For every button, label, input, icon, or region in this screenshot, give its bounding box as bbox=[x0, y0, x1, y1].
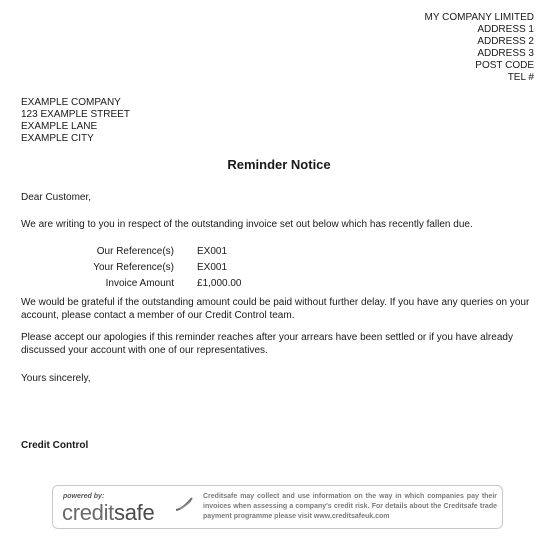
intro-paragraph: We are writing to you in respect of the outstanding invoice set out below which has recently fallen due. bbox=[21, 219, 473, 230]
reference-label: Our Reference(s) bbox=[96, 246, 174, 257]
sender-line: POST CODE bbox=[475, 60, 534, 71]
apology-paragraph: Please accept our apologies if this reminder reaches after your arrears have been settled or if you have already discussed your account with one of our representatives. bbox=[21, 332, 513, 356]
recipient-line: 123 EXAMPLE STREET bbox=[21, 109, 130, 120]
reference-value: EX001 bbox=[197, 262, 228, 273]
reference-table bbox=[0, 244, 300, 292]
sender-line: ADDRESS 3 bbox=[477, 48, 534, 59]
sender-address bbox=[425, 12, 534, 84]
recipient-address bbox=[21, 97, 130, 145]
reference-row bbox=[0, 276, 300, 292]
reference-row bbox=[0, 260, 300, 276]
sender-line: ADDRESS 2 bbox=[477, 36, 534, 47]
recipient-line: EXAMPLE CITY bbox=[21, 133, 94, 144]
sender-line: MY COMPANY LIMITED bbox=[424, 12, 534, 23]
reference-value: EX001 bbox=[197, 246, 228, 257]
reference-row bbox=[0, 244, 300, 260]
page-title: Reminder Notice bbox=[227, 157, 331, 172]
creditsafe-logo bbox=[62, 500, 154, 526]
reference-value: £1,000.00 bbox=[197, 278, 242, 289]
request-paragraph: We would be grateful if the outstanding amount could be paid without further delay. If you have any queries on your account, please contact a member of our Credit Control team. bbox=[21, 297, 530, 321]
logo-safe: safe bbox=[114, 500, 155, 525]
creditsafe-footer bbox=[52, 485, 503, 529]
closing: Yours sincerely, bbox=[21, 373, 91, 384]
reference-label: Your Reference(s) bbox=[93, 262, 174, 273]
reference-label: Invoice Amount bbox=[105, 278, 174, 289]
logo-credit: credit bbox=[62, 500, 114, 525]
recipient-line: EXAMPLE COMPANY bbox=[21, 97, 121, 108]
footer-disclaimer: Creditsafe may collect and use information on the way in which companies pay their invoices when assessing a company's credit risk. For details about the Creditsafe trade payment programme please visit www.creditsafeuk.com bbox=[203, 493, 497, 520]
greeting: Dear Customer, bbox=[21, 192, 92, 203]
signature: Credit Control bbox=[21, 440, 89, 451]
powered-by-label: powered by: bbox=[63, 493, 105, 500]
creditsafe-swoosh-icon bbox=[175, 497, 193, 511]
sender-line: ADDRESS 1 bbox=[477, 24, 534, 35]
sender-line: TEL # bbox=[507, 72, 534, 83]
recipient-line: EXAMPLE LANE bbox=[21, 121, 98, 132]
